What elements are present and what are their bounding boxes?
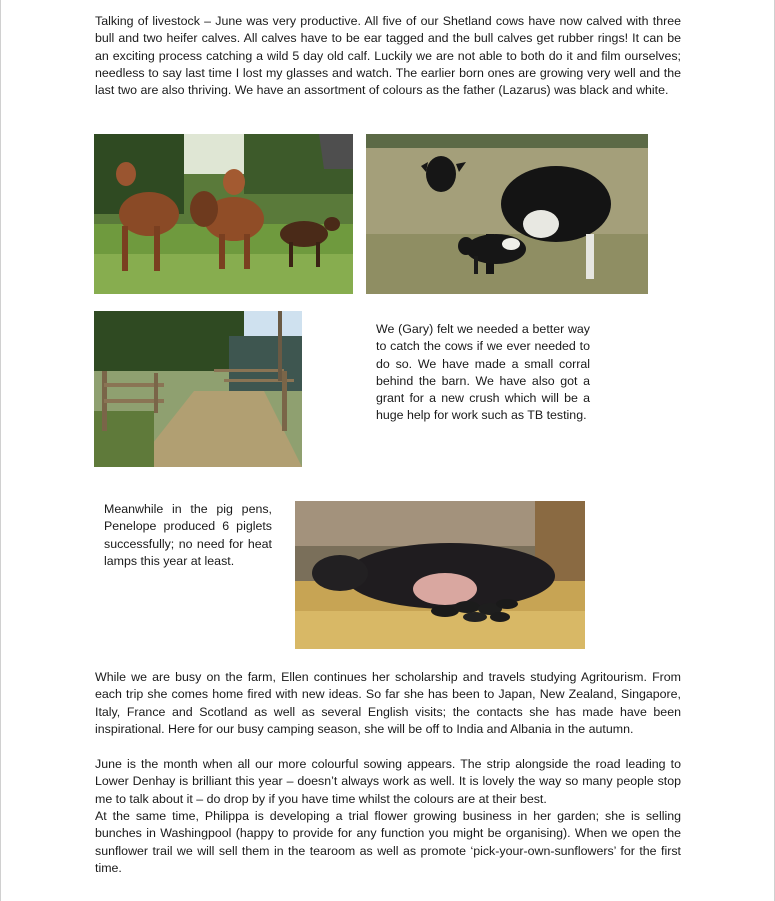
corral-photo: [94, 311, 302, 467]
pig-piglets-photo: [295, 501, 585, 649]
flowers-paragraph: At the same time, Philippa is developing a trial flower growing business in her garden; she is selling bunches in Washingpool (happy to provide for any function you might be organising). When we open the sunflower trail we will sell them in the tearoom as well as promote ‘pick-your-own-sunflowers’ for the first time.: [95, 809, 681, 875]
intro-paragraph: Talking of livestock – June was very productive. All five of our Shetland cows have now calved with three bull and two heifer calves. All calves have to be ear tagged and the bull calves get rubber rings! It can be an exciting process catching a wild 5 day old calf. Luckily we are not able to both do it and film ourselves; needless to say last time I lost my glasses and watch. The earlier born ones are growing very well and the last two are also thriving. We have an assortment of colours as the father (Lazarus) was black and white.: [95, 14, 681, 98]
black-white-cow-photo: [366, 134, 648, 294]
page-edge-left: [0, 0, 1, 901]
red-cows-photo: [94, 134, 353, 294]
corral-paragraph: We (Gary) felt we needed a better way to catch the cows if we ever needed to do so. We have made a small corral behind the barn. We have also got a grant for a new crush which will be a huge help for work such as TB testing.: [376, 322, 590, 423]
sowing-paragraph: June is the month when all our more colourful sowing appears. The strip alongside the road leading to Lower Denhay is brilliant this year – doesn’t always work as well. It is lovely the way so many people stop me to talk about it – do drop by if you have time whilst the colours are at their best.: [95, 757, 681, 806]
pigs-paragraph: Meanwhile in the pig pens, Penelope produced 6 piglets successfully; no need for heat lamps this year at least.: [104, 502, 272, 568]
agritourism-paragraph: While we are busy on the farm, Ellen continues her scholarship and travels studying Agritourism. From each trip she comes home fired with new ideas. So far she has been to Japan, New Zealand, Singapore, Italy, France and Scotland as well as several English visits; the contacts she has made have been inspirational. Here for our busy camping season, she will be off to India and Albania in the autumn.: [95, 670, 681, 736]
